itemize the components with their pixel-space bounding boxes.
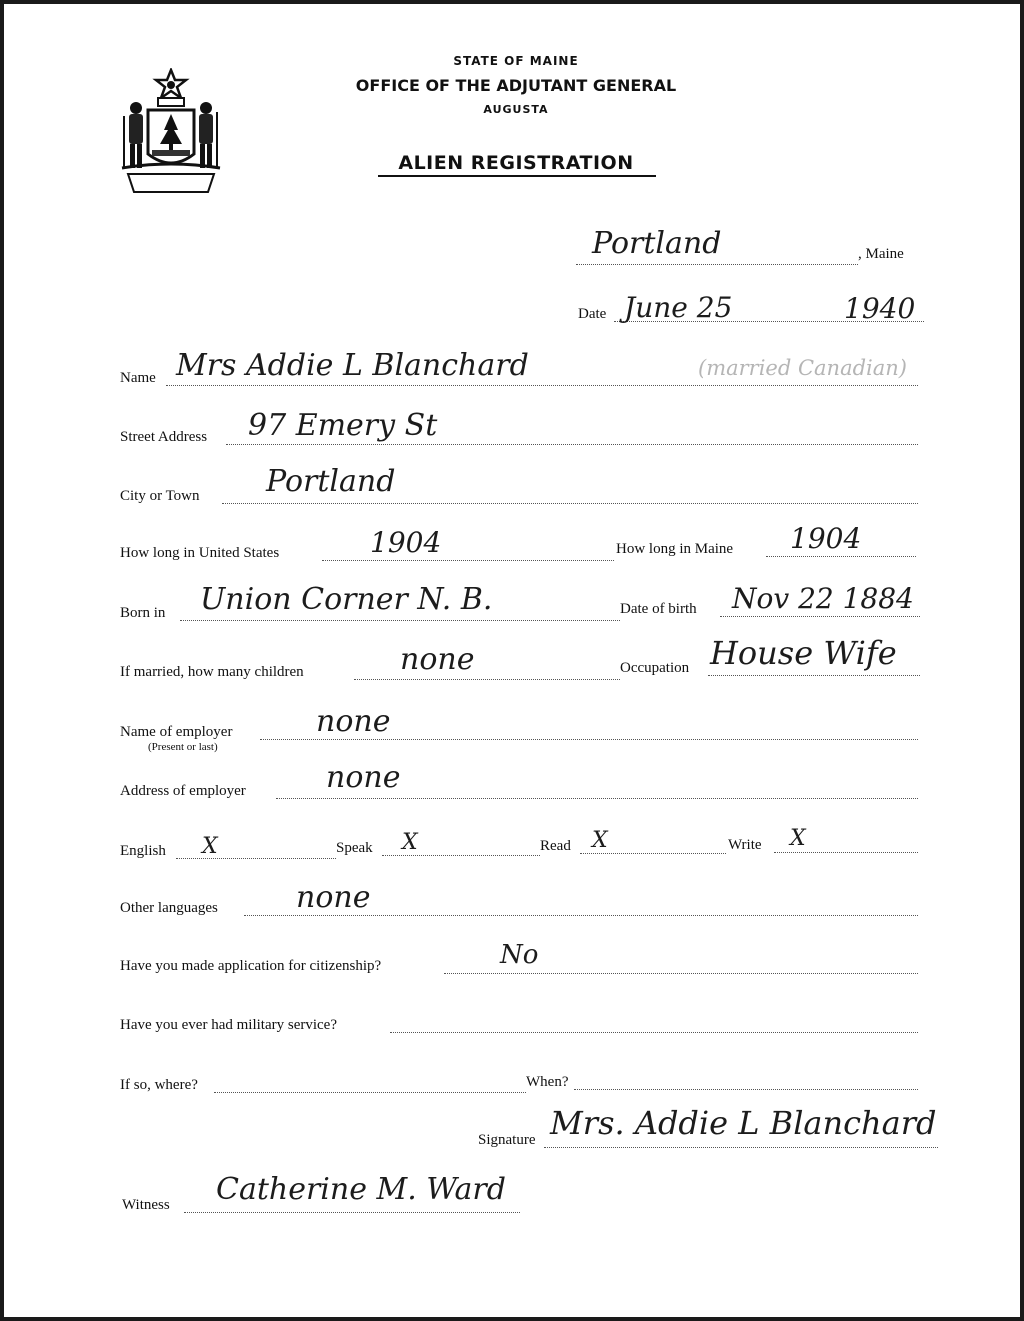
date-of-birth-value: Nov 22 1884 — [732, 582, 914, 615]
place-suffix: , Maine — [858, 246, 904, 262]
employer-label: Name of employer — [120, 724, 233, 740]
occupation-label: Occupation — [620, 660, 690, 676]
where-label: If so, where? — [120, 1077, 198, 1093]
employer-sublabel: (Present or last) — [148, 741, 218, 753]
date-year: 1940 — [844, 292, 916, 325]
children-value: none — [400, 642, 475, 677]
form-sheet — [4, 4, 1020, 1317]
witness-value: Catherine M. Ward — [216, 1172, 506, 1207]
signature-label: Signature — [478, 1132, 536, 1148]
name-label: Name — [120, 370, 156, 386]
write-label: Write — [728, 837, 762, 853]
name-value: Mrs Addie L Blanchard — [176, 348, 529, 383]
how-long-us-label: How long in United States — [120, 545, 280, 561]
when-label: When? — [526, 1074, 569, 1090]
how-long-us-value: 1904 — [370, 526, 442, 559]
english-label: English — [120, 843, 166, 859]
other-languages-value: none — [296, 880, 371, 915]
write-value: X — [790, 826, 806, 851]
speak-label: Speak — [336, 840, 373, 856]
citizenship-label: Have you made application for citizenship? — [120, 958, 382, 974]
title-underline — [378, 175, 656, 177]
date-of-birth-label: Date of birth — [620, 601, 697, 617]
city-label: City or Town — [120, 488, 200, 504]
date-label: Date — [578, 306, 607, 322]
citizenship-value: No — [500, 940, 539, 970]
street-label: Street Address — [120, 429, 208, 445]
children-label: If married, how many children — [120, 664, 304, 680]
occupation-value: House Wife — [710, 634, 897, 672]
seal-banner-text — [148, 175, 194, 191]
employer-address-label: Address of employer — [120, 783, 246, 799]
header-state: STATE OF MAINE — [453, 54, 579, 68]
maine-seal — [118, 68, 224, 196]
employer-address-value: none — [326, 760, 401, 795]
signature-value: Mrs. Addie L Blanchard — [550, 1104, 937, 1142]
speak-value: X — [402, 830, 418, 855]
how-long-maine-value: 1904 — [790, 522, 862, 555]
form-title: ALIEN REGISTRATION — [398, 152, 634, 174]
read-label: Read — [540, 838, 571, 854]
how-long-maine-label: How long in Maine — [616, 541, 734, 557]
born-in-label: Born in — [120, 605, 166, 621]
born-in-value: Union Corner N. B. — [200, 582, 493, 617]
read-value: X — [592, 828, 608, 853]
employer-value: none — [316, 704, 391, 739]
other-languages-label: Other languages — [120, 900, 218, 916]
header-city: AUGUSTA — [483, 103, 549, 116]
city-value: Portland — [266, 464, 396, 499]
street-value: 97 Emery St — [248, 408, 438, 443]
header-office: OFFICE OF THE ADJUTANT GENERAL — [355, 76, 677, 95]
military-label: Have you ever had military service? — [120, 1017, 337, 1033]
date-month-day: June 25 — [624, 291, 733, 324]
witness-label: Witness — [122, 1197, 170, 1213]
name-note: (married Canadian) — [698, 356, 907, 380]
english-value: X — [202, 834, 218, 859]
place-value: Portland — [592, 226, 722, 261]
